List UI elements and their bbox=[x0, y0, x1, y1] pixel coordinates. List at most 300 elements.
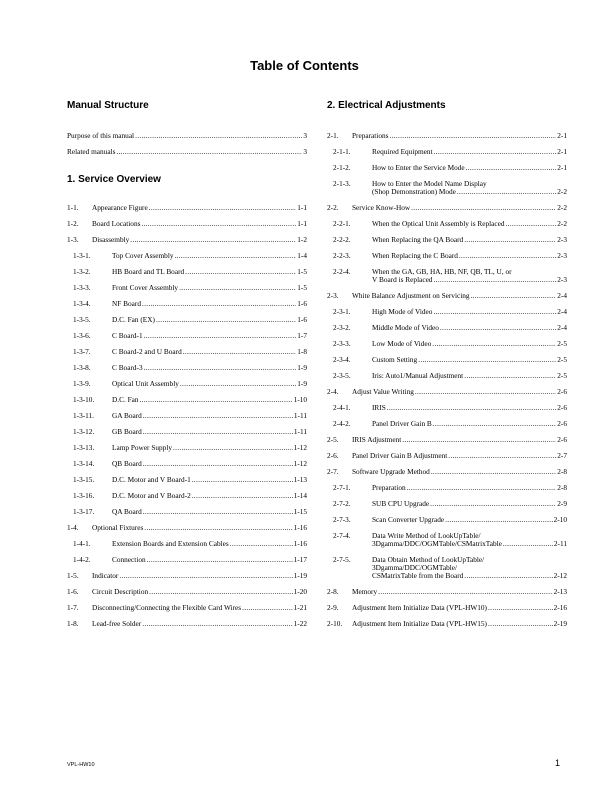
toc-leader-dots bbox=[378, 586, 552, 597]
toc-entry-label: High Mode of Video bbox=[372, 307, 433, 316]
toc-entry-label: Data Write Method of LookUpTable/ bbox=[372, 531, 481, 540]
toc-entry-page: 1-13 bbox=[293, 475, 307, 484]
toc-leader-dots bbox=[464, 570, 552, 581]
toc-entry-number: 2-9. bbox=[327, 603, 339, 612]
toc-leader-dots bbox=[464, 370, 556, 381]
toc-entry-number: 1-3-10. bbox=[73, 395, 95, 404]
toc-entry[interactable] bbox=[67, 442, 307, 453]
electrical-adjustments-list bbox=[327, 130, 567, 629]
toc-entry-page: 2-11 bbox=[553, 539, 567, 548]
toc-entry-label: C Board-3 bbox=[112, 363, 143, 372]
toc-entry[interactable] bbox=[327, 386, 567, 397]
toc-entry-number: 2-8. bbox=[327, 587, 339, 596]
toc-entry[interactable] bbox=[67, 314, 307, 325]
toc-entry[interactable] bbox=[67, 490, 307, 501]
toc-entry-page: 1-1 bbox=[297, 203, 307, 212]
toc-leader-dots bbox=[143, 426, 293, 437]
toc-entry-number: 2-2-2. bbox=[333, 235, 351, 244]
toc-entry-page: 2-5 bbox=[557, 355, 567, 364]
toc-entry-page: 3 bbox=[303, 147, 307, 156]
toc-entry-number: 1-3-9. bbox=[73, 379, 91, 388]
toc-entry-label: When the GA, GB, HA, HB, NF, QB, TL, U, or bbox=[372, 267, 512, 276]
toc-leader-dots bbox=[144, 522, 292, 533]
toc-entry-page: 1-16 bbox=[293, 539, 307, 548]
toc-entry-number: 1-3-16. bbox=[73, 491, 95, 500]
toc-entry-page: 2-10 bbox=[553, 515, 567, 524]
toc-entry-number: 1-3-1. bbox=[73, 251, 91, 260]
toc-entry[interactable] bbox=[67, 506, 307, 517]
toc-entry-number: 2-2-4. bbox=[333, 267, 351, 276]
toc-entry-label: QB Board bbox=[112, 459, 142, 468]
toc-entry[interactable] bbox=[67, 586, 307, 597]
toc-entry-number: 2-1. bbox=[327, 131, 339, 140]
toc-entry[interactable] bbox=[327, 338, 567, 349]
toc-entry-page: 2-8 bbox=[557, 467, 567, 476]
toc-entry-number: 1-3-17. bbox=[73, 507, 95, 516]
toc-entry-label: Purpose of this manual bbox=[67, 131, 135, 140]
toc-entry-number: 1-3-8. bbox=[73, 363, 91, 372]
toc-entry-label: GA Board bbox=[112, 411, 142, 420]
toc-entry-label: Panel Driver Gain B bbox=[372, 419, 432, 428]
toc-entry-page: 2-2 bbox=[557, 187, 567, 196]
toc-leader-dots bbox=[464, 234, 556, 245]
toc-leader-dots bbox=[141, 218, 296, 229]
toc-entry[interactable] bbox=[327, 418, 567, 429]
toc-entry-page: 1-17 bbox=[293, 555, 307, 564]
toc-leader-dots bbox=[434, 146, 557, 157]
toc-leader-dots bbox=[156, 314, 296, 325]
toc-entry-page: 2-8 bbox=[557, 483, 567, 492]
footer-model: VPL-HW10 bbox=[67, 762, 95, 768]
toc-entry-number: 1-5. bbox=[67, 571, 79, 580]
toc-entry-number: 1-1. bbox=[67, 203, 79, 212]
toc-entry-page: 2-6 bbox=[557, 419, 567, 428]
toc-entry-label: Adjustment Item Initialize Data (VPL-HW15) bbox=[352, 619, 487, 628]
toc-entry-number: 2-7-1. bbox=[333, 483, 351, 492]
toc-entry[interactable] bbox=[327, 466, 567, 477]
toc-entry-page: 1-15 bbox=[293, 507, 307, 516]
toc-entry[interactable] bbox=[67, 346, 307, 357]
toc-leader-dots bbox=[418, 354, 556, 365]
toc-entry-number: 2-1-3. bbox=[333, 179, 351, 188]
toc-leader-dots bbox=[431, 466, 556, 477]
toc-entry-page: 2-6 bbox=[557, 435, 567, 444]
toc-entry-label: D.C. Fan bbox=[112, 395, 139, 404]
toc-entry-page: 1-22 bbox=[293, 619, 307, 628]
toc-entry-number: 1-4. bbox=[67, 523, 79, 532]
toc-entry-number: 2-3-2. bbox=[333, 323, 351, 332]
toc-entry-number: 1-3. bbox=[67, 235, 79, 244]
toc-entry[interactable] bbox=[327, 586, 567, 597]
toc-entry-page: 2-1 bbox=[557, 163, 567, 172]
toc-entry[interactable] bbox=[67, 130, 307, 141]
toc-entry-label: QA Board bbox=[112, 507, 142, 516]
toc-entry-label: Extension Boards and Extension Cables bbox=[112, 539, 229, 548]
toc-entry[interactable] bbox=[327, 322, 567, 333]
toc-entry-page: 1-12 bbox=[293, 443, 307, 452]
toc-entry-label: D.C. Motor and V Board-1 bbox=[112, 475, 191, 484]
toc-entry-number: 2-3-3. bbox=[333, 339, 351, 348]
toc-leader-dots bbox=[130, 234, 296, 245]
toc-leader-dots bbox=[119, 570, 292, 581]
toc-entry-label: When Replacing the QA Board bbox=[372, 235, 464, 244]
toc-entry-number: 2-3-4. bbox=[333, 355, 351, 364]
toc-entry-label: IRIS bbox=[372, 403, 386, 412]
toc-leader-dots bbox=[116, 146, 302, 157]
toc-entry[interactable] bbox=[327, 498, 567, 509]
toc-entry-label: C Board-2 and U Board bbox=[112, 347, 182, 356]
toc-leader-dots bbox=[387, 402, 556, 413]
toc-entry-number: 1-6. bbox=[67, 587, 79, 596]
toc-entry-number: 1-3-7. bbox=[73, 347, 91, 356]
toc-entry[interactable] bbox=[327, 434, 567, 445]
toc-entry[interactable] bbox=[67, 410, 307, 421]
toc-entry-label: Circuit Description bbox=[92, 587, 149, 596]
toc-entry[interactable] bbox=[327, 450, 567, 461]
toc-entry[interactable] bbox=[327, 482, 567, 493]
toc-entry[interactable] bbox=[67, 266, 307, 277]
toc-entry-number: 2-1-2. bbox=[333, 163, 351, 172]
toc-entry-label: How to Enter the Model Name Display bbox=[372, 179, 487, 188]
toc-leader-dots bbox=[143, 458, 293, 469]
toc-entry-page: 2-7 bbox=[557, 451, 567, 460]
toc-leader-dots bbox=[415, 386, 556, 397]
toc-entry-number: 2-7-4. bbox=[333, 531, 351, 540]
toc-entry-label: HB Board and TL Board bbox=[112, 267, 185, 276]
toc-entry[interactable] bbox=[327, 570, 567, 581]
toc-entry-label: Service Know-How bbox=[352, 203, 411, 212]
toc-entry-label: SUB CPU Upgrade bbox=[372, 499, 430, 508]
toc-entry-number: 1-3-13. bbox=[73, 443, 95, 452]
toc-entry-label: When the Optical Unit Assembly is Replaced bbox=[372, 219, 505, 228]
toc-entry-page: 2-1 bbox=[557, 147, 567, 156]
toc-entry-page: 1-11 bbox=[293, 411, 307, 420]
toc-leader-dots bbox=[440, 322, 556, 333]
toc-leader-dots bbox=[402, 434, 556, 445]
toc-entry-number: 2-10. bbox=[327, 619, 343, 628]
toc-entry-label: Disassembly bbox=[92, 235, 130, 244]
toc-entry-number: 2-3-5. bbox=[333, 371, 351, 380]
toc-entry-page: 2-2 bbox=[557, 203, 567, 212]
toc-entry[interactable] bbox=[327, 354, 567, 365]
service-overview-heading: 1. Service Overview bbox=[67, 174, 161, 185]
toc-entry-label: Custom Setting bbox=[372, 355, 418, 364]
toc-entry-label: Adjustment Item Initialize Data (VPL-HW10) bbox=[352, 603, 487, 612]
toc-entry[interactable] bbox=[67, 146, 307, 157]
toc-leader-dots bbox=[149, 202, 297, 213]
toc-entry[interactable] bbox=[327, 618, 567, 629]
toc-entry-number: 1-3-4. bbox=[73, 299, 91, 308]
toc-entry[interactable] bbox=[67, 378, 307, 389]
toc-entry-page: 1-19 bbox=[293, 571, 307, 580]
toc-entry-label: Lead-free Solder bbox=[92, 619, 142, 628]
toc-entry-label: Optional Fixtures bbox=[92, 523, 144, 532]
toc-entry-page: 1-5 bbox=[297, 283, 307, 292]
toc-entry-number: 2-1-1. bbox=[333, 147, 351, 156]
toc-entry-label: Appearance Figure bbox=[92, 203, 148, 212]
toc-entry-number: 2-3. bbox=[327, 291, 339, 300]
toc-entry-number: 2-2-1. bbox=[333, 219, 351, 228]
toc-entry-number: 2-3-1. bbox=[333, 307, 351, 316]
toc-leader-dots bbox=[389, 130, 556, 141]
toc-entry[interactable] bbox=[327, 290, 567, 301]
toc-entry-label: Lamp Power Supply bbox=[112, 443, 172, 452]
toc-entry-label: Indicator bbox=[92, 571, 119, 580]
manual-structure-heading: Manual Structure bbox=[67, 100, 149, 111]
electrical-adjustments-heading: 2. Electrical Adjustments bbox=[327, 100, 446, 111]
toc-leader-dots bbox=[179, 282, 296, 293]
toc-entry[interactable] bbox=[67, 298, 307, 309]
toc-entry-label: When Replacing the C Board bbox=[372, 251, 458, 260]
toc-entry-page: 1-6 bbox=[297, 315, 307, 324]
toc-entry-label: Middle Mode of Video bbox=[372, 323, 439, 332]
toc-entry-page: 1-7 bbox=[297, 331, 307, 340]
toc-leader-dots bbox=[407, 482, 557, 493]
toc-entry-label: CSMatrixTable from the Board bbox=[372, 571, 464, 580]
toc-leader-dots bbox=[506, 218, 557, 229]
toc-entry[interactable] bbox=[67, 362, 307, 373]
toc-leader-dots bbox=[433, 418, 556, 429]
toc-entry-page: 1-14 bbox=[293, 491, 307, 500]
toc-leader-dots bbox=[147, 554, 293, 565]
toc-entry[interactable] bbox=[67, 474, 307, 485]
toc-entry-page: 2-12 bbox=[553, 571, 567, 580]
toc-entry-label: Board Locations bbox=[92, 219, 141, 228]
toc-entry-number: 2-2-3. bbox=[333, 251, 351, 260]
toc-entry-page: 2-9 bbox=[557, 499, 567, 508]
toc-entry[interactable] bbox=[67, 522, 307, 533]
toc-entry-label: D.C. Motor and V Board-2 bbox=[112, 491, 191, 500]
toc-entry-label: IRIS Adjustment bbox=[352, 435, 402, 444]
toc-entry-page: 2-3 bbox=[557, 275, 567, 284]
toc-entry[interactable] bbox=[327, 234, 567, 245]
toc-entry[interactable] bbox=[67, 618, 307, 629]
service-overview-list bbox=[67, 202, 307, 629]
toc-leader-dots bbox=[445, 514, 552, 525]
right-column bbox=[327, 100, 567, 634]
toc-leader-dots bbox=[433, 274, 556, 285]
toc-entry[interactable] bbox=[327, 146, 567, 157]
toc-entry-page: 1-5 bbox=[297, 267, 307, 276]
toc-leader-dots bbox=[143, 506, 293, 517]
toc-entry-label: How to Enter the Service Mode bbox=[372, 163, 465, 172]
toc-leader-dots bbox=[230, 538, 293, 549]
toc-leader-dots bbox=[149, 586, 292, 597]
toc-entry[interactable] bbox=[327, 514, 567, 525]
toc-entry-page: 1-12 bbox=[293, 459, 307, 468]
toc-entry-page: 2-5 bbox=[557, 339, 567, 348]
toc-leader-dots bbox=[430, 498, 556, 509]
toc-entry-page: 2-6 bbox=[557, 403, 567, 412]
toc-entry[interactable] bbox=[327, 402, 567, 413]
toc-entry-label: 3Dgamma/DDC/OGMTable/CSMatrixTable bbox=[372, 539, 502, 548]
toc-leader-dots bbox=[488, 618, 553, 629]
toc-entry-page: 1-4 bbox=[297, 251, 307, 260]
toc-leader-dots bbox=[140, 394, 293, 405]
toc-leader-dots bbox=[183, 346, 297, 357]
toc-entry-label: Top Cover Assembly bbox=[112, 251, 174, 260]
toc-leader-dots bbox=[180, 378, 296, 389]
toc-entry-label: Related manuals bbox=[67, 147, 116, 156]
toc-entry-label: Optical Unit Assembly bbox=[112, 379, 179, 388]
toc-entry[interactable] bbox=[67, 202, 307, 213]
toc-entry-page: 1-16 bbox=[293, 523, 307, 532]
toc-entry-label: Connection bbox=[112, 555, 146, 564]
toc-entry-page: 2-4 bbox=[557, 323, 567, 332]
toc-leader-dots bbox=[173, 442, 293, 453]
toc-leader-dots bbox=[175, 250, 297, 261]
toc-entry[interactable] bbox=[67, 570, 307, 581]
toc-entry-label: Required Equipment bbox=[372, 147, 433, 156]
toc-entry-page: 1-20 bbox=[293, 587, 307, 596]
toc-entry-number: 1-7. bbox=[67, 603, 79, 612]
toc-entry-number: 2-6. bbox=[327, 451, 339, 460]
toc-entry-number: 2-4-1. bbox=[333, 403, 351, 412]
toc-entry[interactable] bbox=[67, 554, 307, 565]
toc-entry-number: 1-3-2. bbox=[73, 267, 91, 276]
toc-entry-number: 1-3-12. bbox=[73, 427, 95, 436]
toc-leader-dots bbox=[142, 298, 296, 309]
toc-entry-number: 1-3-15. bbox=[73, 475, 95, 484]
toc-entry[interactable] bbox=[327, 130, 567, 141]
toc-entry-page: 2-6 bbox=[557, 387, 567, 396]
toc-entry-label: Adjust Value Writing bbox=[352, 387, 414, 396]
toc-entry-page: 1-2 bbox=[297, 235, 307, 244]
toc-entry-page: 2-1 bbox=[557, 131, 567, 140]
toc-entry-page: 3 bbox=[303, 131, 307, 140]
toc-entry-number: 1-8. bbox=[67, 619, 79, 628]
toc-entry[interactable] bbox=[67, 330, 307, 341]
toc-entry-page: 1-21 bbox=[293, 603, 307, 612]
toc-entry-label: Memory bbox=[352, 587, 378, 596]
toc-entry-page: 2-3 bbox=[557, 251, 567, 260]
page-title: Table of Contents bbox=[250, 58, 359, 73]
toc-leader-dots bbox=[432, 338, 556, 349]
toc-leader-dots bbox=[448, 450, 556, 461]
toc-entry-number: 1-3-14. bbox=[73, 459, 95, 468]
toc-entry-label: Preparation bbox=[372, 483, 406, 492]
toc-entry[interactable] bbox=[327, 202, 567, 213]
toc-entry-label: 3Dgamma/DDC/OGMTable/ bbox=[372, 563, 458, 572]
toc-entry-page: 2-2 bbox=[557, 219, 567, 228]
toc-leader-dots bbox=[192, 490, 293, 501]
toc-entry-number: 1-3-11. bbox=[73, 411, 95, 420]
left-column bbox=[67, 100, 307, 634]
manual-structure-list bbox=[67, 130, 307, 157]
toc-entry[interactable] bbox=[67, 234, 307, 245]
toc-entry-number: 2-4. bbox=[327, 387, 339, 396]
toc-leader-dots bbox=[503, 538, 553, 549]
toc-entry[interactable] bbox=[327, 218, 567, 229]
toc-entry-page: 2-4 bbox=[557, 307, 567, 316]
toc-entry-label: Software Upgrade Method bbox=[352, 467, 430, 476]
toc-leader-dots bbox=[471, 290, 557, 301]
toc-entry[interactable] bbox=[67, 218, 307, 229]
toc-entry-page: 1-6 bbox=[297, 299, 307, 308]
toc-entry-page: 1-1 bbox=[297, 219, 307, 228]
toc-entry-label: C Board-1 bbox=[112, 331, 143, 340]
toc-entry-label: NF Board bbox=[112, 299, 141, 308]
toc-entry[interactable] bbox=[67, 250, 307, 261]
toc-entry-number: 2-5. bbox=[327, 435, 339, 444]
toc-entry-label: Panel Driver Gain B Adjustment bbox=[352, 451, 448, 460]
toc-entry-label: V Board is Replaced bbox=[372, 275, 433, 284]
toc-entry-label: Front Cover Assembly bbox=[112, 283, 179, 292]
toc-entry[interactable] bbox=[67, 394, 307, 405]
toc-entry-page: 2-3 bbox=[557, 235, 567, 244]
toc-entry[interactable] bbox=[327, 162, 567, 173]
toc-entry-page: 2-16 bbox=[553, 603, 567, 612]
toc-leader-dots bbox=[466, 162, 557, 173]
toc-entry-label: White Balance Adjustment on Servicing bbox=[352, 291, 470, 300]
toc-entry[interactable] bbox=[67, 458, 307, 469]
toc-entry-label: Iris: Auto1/Manual Adjustment bbox=[372, 371, 464, 380]
toc-entry-number: 1-3-6. bbox=[73, 331, 91, 340]
toc-entry-label: Disconnecting/Connecting the Flexible Card Wires bbox=[92, 603, 242, 612]
toc-leader-dots bbox=[142, 618, 292, 629]
toc-entry-number: 2-2. bbox=[327, 203, 339, 212]
toc-entry-number: 2-7. bbox=[327, 467, 339, 476]
toc-leader-dots bbox=[192, 474, 293, 485]
toc-entry-page: 1-9 bbox=[297, 379, 307, 388]
footer-page-number: 1 bbox=[555, 758, 561, 768]
toc-leader-dots bbox=[488, 602, 553, 613]
toc-entry-number: 1-2. bbox=[67, 219, 79, 228]
toc-entry-number: 2-7-5. bbox=[333, 555, 351, 564]
toc-entry-page: 1-10 bbox=[293, 395, 307, 404]
toc-entry-page: 2-4 bbox=[557, 291, 567, 300]
toc-entry-page: 2-13 bbox=[553, 587, 567, 596]
toc-leader-dots bbox=[143, 410, 293, 421]
toc-entry-page: 2-19 bbox=[553, 619, 567, 628]
toc-entry-number: 2-7-3. bbox=[333, 515, 351, 524]
toc-entry[interactable] bbox=[67, 282, 307, 293]
toc-entry[interactable] bbox=[67, 602, 307, 613]
toc-leader-dots bbox=[185, 266, 296, 277]
toc-entry-number: 1-3-5. bbox=[73, 315, 91, 324]
toc-entry[interactable] bbox=[327, 370, 567, 381]
toc-leader-dots bbox=[144, 330, 297, 341]
toc-entry-number: 2-4-2. bbox=[333, 419, 351, 428]
toc-entry[interactable] bbox=[67, 538, 307, 549]
toc-entry-label: (Shop Demonstration) Mode bbox=[372, 187, 456, 196]
toc-entry-page: 1-11 bbox=[293, 427, 307, 436]
toc-entry-page: 1-9 bbox=[297, 363, 307, 372]
toc-entry-number: 2-7-2. bbox=[333, 499, 351, 508]
toc-entry-page: 2-5 bbox=[557, 371, 567, 380]
toc-entry[interactable] bbox=[327, 250, 567, 261]
toc-entry-label: D.C. Fan (EX) bbox=[112, 315, 155, 324]
toc-entry[interactable] bbox=[327, 306, 567, 317]
toc-leader-dots bbox=[242, 602, 292, 613]
toc-entry-label: Preparations bbox=[352, 131, 389, 140]
toc-leader-dots bbox=[411, 202, 556, 213]
toc-entry-label: Scan Converter Upgrade bbox=[372, 515, 445, 524]
toc-entry-label: GB Board bbox=[112, 427, 142, 436]
toc-leader-dots bbox=[144, 362, 297, 373]
toc-entry[interactable] bbox=[327, 602, 567, 613]
toc-leader-dots bbox=[459, 250, 556, 261]
toc-entry-number: 1-3-3. bbox=[73, 283, 91, 292]
toc-entry-label: Low Mode of Video bbox=[372, 339, 432, 348]
toc-entry-page: 1-8 bbox=[297, 347, 307, 356]
toc-leader-dots bbox=[135, 130, 302, 141]
toc-leader-dots bbox=[457, 186, 556, 197]
toc-entry-label: Data Obtain Method of LookUpTable/ bbox=[372, 555, 485, 564]
toc-entry[interactable] bbox=[67, 426, 307, 437]
toc-entry-number: 1-4-2. bbox=[73, 555, 91, 564]
toc-entry-number: 1-4-1. bbox=[73, 539, 91, 548]
